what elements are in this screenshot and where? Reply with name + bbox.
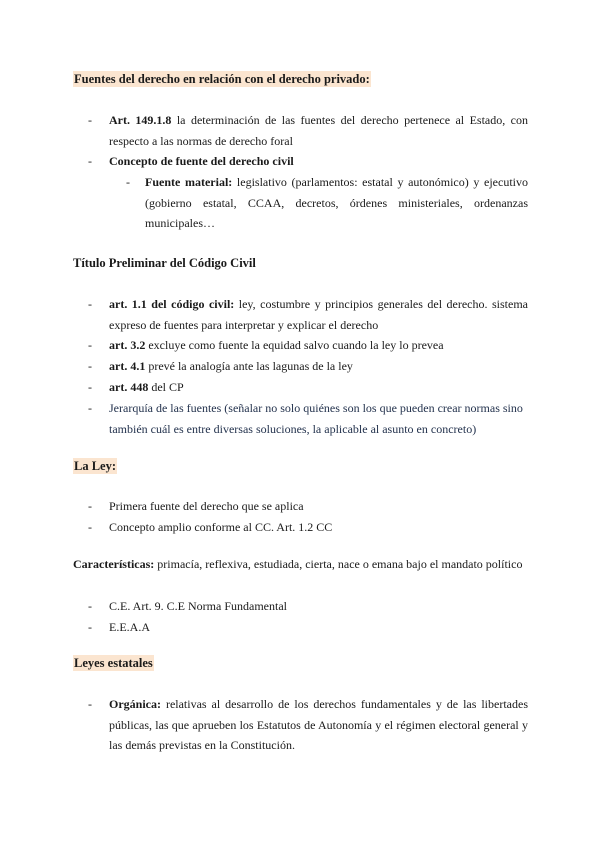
list-item: - Concepto amplio conforme al CC. Art. 1.2 CC xyxy=(88,520,333,534)
heading-la-ley: La Ley: xyxy=(74,459,117,473)
heading-titulo-preliminar: Título Preliminar del Código Civil xyxy=(73,256,256,270)
sub-list-item: - Fuente material: legislativo (parlamentos: estatal y autonómico) y ejecutivo (gobierno estatal, CCAA, decretos, órdenes ministeriales, ordenanzas municipales… xyxy=(126,175,529,230)
list-item: - art. 448 del CP xyxy=(88,380,184,394)
list-item: - Orgánica: relativas al desarrollo de los derechos fundamentales y de las libertades públicas, las que aprueben los Estatutos de Autonomía y el régimen electoral general y las demás previstas en la Constitución. xyxy=(88,697,528,752)
list-item: - Art. 149.1.8 la determinación de las fuentes del derecho pertenece al Estado, con respecto a las normas de derecho foral xyxy=(88,113,528,148)
list-item: - C.E. Art. 9. C.E Norma Fundamental xyxy=(88,599,287,613)
list-item: - Concepto de fuente del derecho civil xyxy=(88,154,294,168)
heading-fuentes-derecho: Fuentes del derecho en relación con el derecho privado: xyxy=(74,72,370,86)
heading-leyes-estatales: Leyes estatales xyxy=(74,656,153,670)
list-item: - E.E.A.A xyxy=(88,620,150,634)
caracteristicas-line: Características: primacía, reflexiva, estudiada, cierta, nace o emana bajo el mandato político xyxy=(73,557,523,571)
list-item: - art. 1.1 del código civil: ley, costumbre y principios generales del derecho. sistema expreso de fuentes para interpretar y explicar el derecho xyxy=(88,297,528,332)
list-item: - Jerarquía de las fuentes (señalar no solo quiénes son los que pueden crear normas sino también cuál es entre diversas soluciones, la aplicable al asunto en concreto) xyxy=(88,401,523,436)
list-item: - art. 4.1 prevé la analogía ante las lagunas de la ley xyxy=(88,359,353,373)
list-item: - art. 3.2 excluye como fuente la equidad salvo cuando la ley lo prevea xyxy=(88,338,444,352)
list-item: - Primera fuente del derecho que se aplica xyxy=(88,499,304,513)
